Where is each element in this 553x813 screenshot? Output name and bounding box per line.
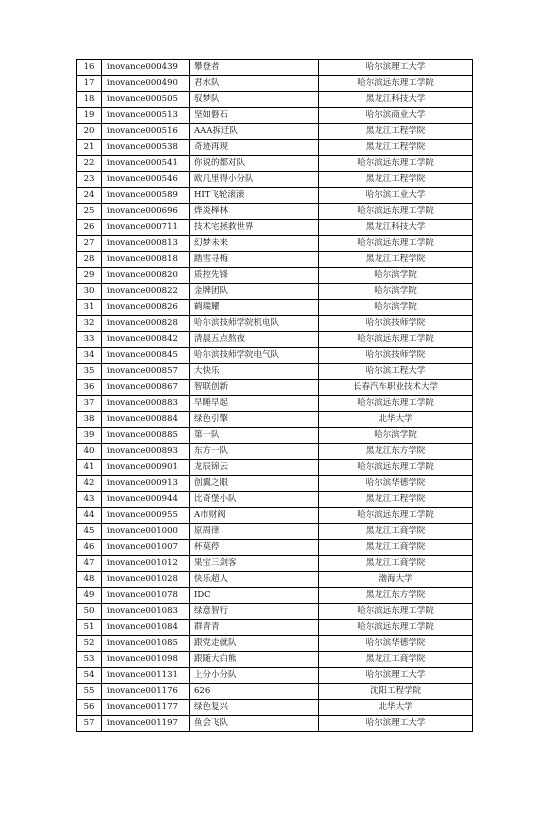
table-row <box>77 636 473 652</box>
table-row <box>77 428 473 444</box>
school-name-cell: 沈阳工程学院 <box>319 684 473 700</box>
school-name-cell: 黑龙江科技大学 <box>319 220 473 236</box>
table-row <box>77 684 473 700</box>
row-number-cell: 27 <box>77 236 102 252</box>
team-name-cell: 跟随大白熊 <box>190 652 319 668</box>
team-name-cell: 清晨五点熬夜 <box>190 332 319 348</box>
team-name-cell: 攀登者 <box>190 60 319 76</box>
school-name-cell: 哈尔滨工业大学 <box>319 188 473 204</box>
registration-id-cell: inovance001197 <box>102 716 190 732</box>
row-number-cell: 55 <box>77 684 102 700</box>
row-number-cell: 50 <box>77 604 102 620</box>
row-number-cell: 57 <box>77 716 102 732</box>
team-name-cell: 哈尔滨技师学院机电队 <box>190 316 319 332</box>
registration-id-cell: inovance000857 <box>102 364 190 380</box>
registration-id-cell: inovance000955 <box>102 508 190 524</box>
team-name-cell: 烨炎榉林 <box>190 204 319 220</box>
school-name-cell: 黑龙江工程学院 <box>319 124 473 140</box>
table-row <box>77 572 473 588</box>
table-row <box>77 60 473 76</box>
table-row <box>77 300 473 316</box>
school-name-cell: 黑龙江工商学院 <box>319 524 473 540</box>
team-name-cell: 哈尔滨技师学院电气队 <box>190 348 319 364</box>
row-number-cell: 20 <box>77 124 102 140</box>
registration-id-cell: inovance000944 <box>102 492 190 508</box>
registration-id-cell: inovance001176 <box>102 684 190 700</box>
table-row <box>77 220 473 236</box>
school-name-cell: 哈尔滨远东理工学院 <box>319 156 473 172</box>
registration-id-cell: inovance000439 <box>102 60 190 76</box>
row-number-cell: 28 <box>77 252 102 268</box>
registration-id-cell: inovance000513 <box>102 108 190 124</box>
row-number-cell: 16 <box>77 60 102 76</box>
row-number-cell: 24 <box>77 188 102 204</box>
registration-id-cell: inovance001000 <box>102 524 190 540</box>
row-number-cell: 36 <box>77 380 102 396</box>
row-number-cell: 35 <box>77 364 102 380</box>
registration-id-cell: inovance000589 <box>102 188 190 204</box>
registration-id-cell: inovance000893 <box>102 444 190 460</box>
team-name-cell: 原周律 <box>190 524 319 540</box>
team-name-cell: 比奇堡小队 <box>190 492 319 508</box>
table-row <box>77 444 473 460</box>
table-row <box>77 668 473 684</box>
school-name-cell: 哈尔滨学院 <box>319 428 473 444</box>
registration-id-cell: inovance000711 <box>102 220 190 236</box>
team-name-cell: 欧几里得小分队 <box>190 172 319 188</box>
registration-id-cell: inovance000913 <box>102 476 190 492</box>
row-number-cell: 40 <box>77 444 102 460</box>
team-name-cell: 驭梦队 <box>190 92 319 108</box>
team-name-cell: 君水队 <box>190 76 319 92</box>
row-number-cell: 37 <box>77 396 102 412</box>
row-number-cell: 42 <box>77 476 102 492</box>
school-name-cell: 黑龙江工商学院 <box>319 652 473 668</box>
table-row <box>77 652 473 668</box>
row-number-cell: 34 <box>77 348 102 364</box>
team-name-cell: 创翼之眼 <box>190 476 319 492</box>
table-row <box>77 236 473 252</box>
registration-id-cell: inovance001085 <box>102 636 190 652</box>
table-row <box>77 524 473 540</box>
school-name-cell: 哈尔滨华德学院 <box>319 476 473 492</box>
registration-id-cell: inovance000516 <box>102 124 190 140</box>
row-number-cell: 47 <box>77 556 102 572</box>
row-number-cell: 45 <box>77 524 102 540</box>
table-row <box>77 140 473 156</box>
registration-id-cell: inovance001177 <box>102 700 190 716</box>
registration-id-cell: inovance001131 <box>102 668 190 684</box>
registration-id-cell: inovance000884 <box>102 412 190 428</box>
team-name-cell: 坚如磐石 <box>190 108 319 124</box>
school-name-cell: 哈尔滨远东理工学院 <box>319 76 473 92</box>
registration-id-cell: inovance000820 <box>102 268 190 284</box>
row-number-cell: 29 <box>77 268 102 284</box>
registration-id-cell: inovance001012 <box>102 556 190 572</box>
row-number-cell: 38 <box>77 412 102 428</box>
school-name-cell: 哈尔滨远东理工学院 <box>319 460 473 476</box>
row-number-cell: 54 <box>77 668 102 684</box>
school-name-cell: 黑龙江东方学院 <box>319 444 473 460</box>
school-name-cell: 哈尔滨理工大学 <box>319 60 473 76</box>
registration-id-cell: inovance001078 <box>102 588 190 604</box>
school-name-cell: 哈尔滨技师学院 <box>319 316 473 332</box>
team-name-cell: 龙辰锦云 <box>190 460 319 476</box>
school-name-cell: 哈尔滨远东理工学院 <box>319 396 473 412</box>
row-number-cell: 17 <box>77 76 102 92</box>
table-row <box>77 252 473 268</box>
team-name-cell: 绿色复兴 <box>190 700 319 716</box>
table-row <box>77 188 473 204</box>
registration-id-cell: inovance000546 <box>102 172 190 188</box>
table-row <box>77 508 473 524</box>
school-name-cell: 哈尔滨工程大学 <box>319 364 473 380</box>
table-row <box>77 396 473 412</box>
table-row <box>77 284 473 300</box>
team-name-cell: 智联创新 <box>190 380 319 396</box>
team-name-cell: 你说的都对队 <box>190 156 319 172</box>
school-name-cell: 渤海大学 <box>319 572 473 588</box>
registration-id-cell: inovance000490 <box>102 76 190 92</box>
row-number-cell: 49 <box>77 588 102 604</box>
table-row <box>77 124 473 140</box>
row-number-cell: 30 <box>77 284 102 300</box>
table-row <box>77 268 473 284</box>
results-table-body <box>77 60 473 732</box>
registration-id-cell: inovance000842 <box>102 332 190 348</box>
school-name-cell: 哈尔滨理工大学 <box>319 668 473 684</box>
team-name-cell: 626 <box>190 684 319 700</box>
team-name-cell: HIT飞轮滚滚 <box>190 188 319 204</box>
team-name-cell: 杯莫停 <box>190 540 319 556</box>
registration-id-cell: inovance000826 <box>102 300 190 316</box>
team-name-cell: 跟党走就队 <box>190 636 319 652</box>
registration-id-cell: inovance000538 <box>102 140 190 156</box>
school-name-cell: 北华大学 <box>319 412 473 428</box>
school-name-cell: 黑龙江工商学院 <box>319 556 473 572</box>
row-number-cell: 41 <box>77 460 102 476</box>
row-number-cell: 46 <box>77 540 102 556</box>
registration-id-cell: inovance000822 <box>102 284 190 300</box>
team-name-cell: AAA拆迁队 <box>190 124 319 140</box>
table-row <box>77 76 473 92</box>
school-name-cell: 哈尔滨远东理工学院 <box>319 620 473 636</box>
registration-id-cell: inovance000505 <box>102 92 190 108</box>
school-name-cell: 哈尔滨学院 <box>319 300 473 316</box>
team-name-cell: 奇迹再现 <box>190 140 319 156</box>
row-number-cell: 52 <box>77 636 102 652</box>
school-name-cell: 哈尔滨商业大学 <box>319 108 473 124</box>
registration-id-cell: inovance000885 <box>102 428 190 444</box>
school-name-cell: 黑龙江科技大学 <box>319 92 473 108</box>
registration-id-cell: inovance001007 <box>102 540 190 556</box>
registration-id-cell: inovance000867 <box>102 380 190 396</box>
row-number-cell: 44 <box>77 508 102 524</box>
table-row <box>77 620 473 636</box>
team-name-cell: 果宝三剑客 <box>190 556 319 572</box>
table-row <box>77 172 473 188</box>
registration-id-cell: inovance001028 <box>102 572 190 588</box>
table-row <box>77 476 473 492</box>
table-row <box>77 316 473 332</box>
school-name-cell: 哈尔滨华德学院 <box>319 636 473 652</box>
school-name-cell: 黑龙江工程学院 <box>319 492 473 508</box>
registration-id-cell: inovance000845 <box>102 348 190 364</box>
team-name-cell: 踏雪寻梅 <box>190 252 319 268</box>
row-number-cell: 23 <box>77 172 102 188</box>
table-row <box>77 332 473 348</box>
school-name-cell: 哈尔滨远东理工学院 <box>319 508 473 524</box>
team-name-cell: 上分小分队 <box>190 668 319 684</box>
table-row <box>77 604 473 620</box>
team-name-cell: 第一队 <box>190 428 319 444</box>
registration-id-cell: inovance000541 <box>102 156 190 172</box>
table-row <box>77 108 473 124</box>
team-name-cell: 幻梦未来 <box>190 236 319 252</box>
team-name-cell: 群青青 <box>190 620 319 636</box>
school-name-cell: 黑龙江工程学院 <box>319 252 473 268</box>
table-row <box>77 716 473 732</box>
team-name-cell: 金牌团队 <box>190 284 319 300</box>
school-name-cell: 哈尔滨技师学院 <box>319 348 473 364</box>
school-name-cell: 哈尔滨学院 <box>319 284 473 300</box>
row-number-cell: 33 <box>77 332 102 348</box>
school-name-cell: 长春汽车职业技术大学 <box>319 380 473 396</box>
table-row <box>77 204 473 220</box>
school-name-cell: 哈尔滨远东理工学院 <box>319 332 473 348</box>
school-name-cell: 黑龙江工程学院 <box>319 172 473 188</box>
table-row <box>77 492 473 508</box>
school-name-cell: 黑龙江工程学院 <box>319 140 473 156</box>
team-name-cell: 绿色引擎 <box>190 412 319 428</box>
school-name-cell: 哈尔滨理工大学 <box>319 716 473 732</box>
team-name-cell: A市财阀 <box>190 508 319 524</box>
row-number-cell: 19 <box>77 108 102 124</box>
row-number-cell: 21 <box>77 140 102 156</box>
row-number-cell: 18 <box>77 92 102 108</box>
registration-id-cell: inovance000828 <box>102 316 190 332</box>
table-row <box>77 460 473 476</box>
registration-id-cell: inovance001098 <box>102 652 190 668</box>
team-name-cell: 鱼会飞队 <box>190 716 319 732</box>
row-number-cell: 31 <box>77 300 102 316</box>
row-number-cell: 32 <box>77 316 102 332</box>
row-number-cell: 39 <box>77 428 102 444</box>
registration-id-cell: inovance000818 <box>102 252 190 268</box>
row-number-cell: 26 <box>77 220 102 236</box>
school-name-cell: 哈尔滨远东理工学院 <box>319 236 473 252</box>
school-name-cell: 北华大学 <box>319 700 473 716</box>
results-table <box>76 59 473 732</box>
row-number-cell: 22 <box>77 156 102 172</box>
table-row <box>77 364 473 380</box>
table-row <box>77 380 473 396</box>
team-name-cell: 早睡早起 <box>190 396 319 412</box>
school-name-cell: 哈尔滨远东理工学院 <box>319 204 473 220</box>
table-row <box>77 588 473 604</box>
school-name-cell: 哈尔滨学院 <box>319 268 473 284</box>
table-row <box>77 92 473 108</box>
row-number-cell: 43 <box>77 492 102 508</box>
registration-id-cell: inovance001083 <box>102 604 190 620</box>
team-name-cell: 东方一队 <box>190 444 319 460</box>
team-name-cell: 质控先锋 <box>190 268 319 284</box>
row-number-cell: 51 <box>77 620 102 636</box>
row-number-cell: 53 <box>77 652 102 668</box>
table-row <box>77 700 473 716</box>
table-row <box>77 156 473 172</box>
team-name-cell: IDC <box>190 588 319 604</box>
registration-id-cell: inovance000883 <box>102 396 190 412</box>
team-name-cell: 鹤瑞耀 <box>190 300 319 316</box>
row-number-cell: 25 <box>77 204 102 220</box>
registration-id-cell: inovance001084 <box>102 620 190 636</box>
registration-id-cell: inovance000813 <box>102 236 190 252</box>
school-name-cell: 哈尔滨远东理工学院 <box>319 604 473 620</box>
table-row <box>77 540 473 556</box>
registration-id-cell: inovance000696 <box>102 204 190 220</box>
row-number-cell: 48 <box>77 572 102 588</box>
team-name-cell: 快乐超人 <box>190 572 319 588</box>
school-name-cell: 黑龙江工商学院 <box>319 540 473 556</box>
table-row <box>77 348 473 364</box>
table-row <box>77 412 473 428</box>
team-name-cell: 大快乐 <box>190 364 319 380</box>
team-name-cell: 绿意智行 <box>190 604 319 620</box>
team-name-cell: 技术宅拯救世界 <box>190 220 319 236</box>
registration-id-cell: inovance000901 <box>102 460 190 476</box>
row-number-cell: 56 <box>77 700 102 716</box>
table-row <box>77 556 473 572</box>
school-name-cell: 黑龙江东方学院 <box>319 588 473 604</box>
